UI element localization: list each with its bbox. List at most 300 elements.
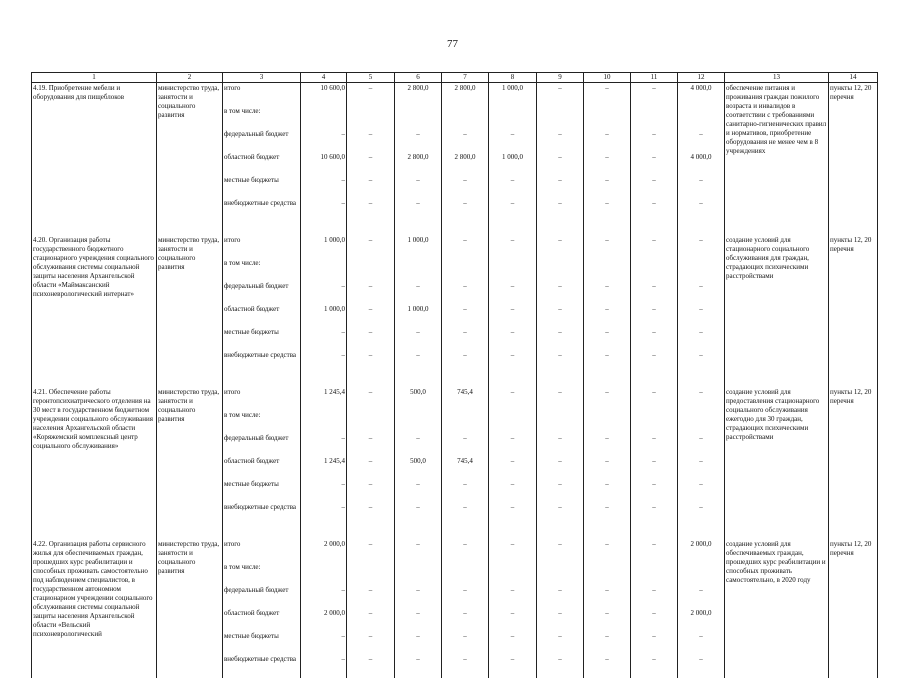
separator-cell [347, 374, 395, 387]
list-points: пункты 12, 20 перечня [829, 83, 878, 223]
amount-value: – [585, 632, 629, 655]
amount-value [632, 563, 676, 586]
amount-value: – [490, 632, 535, 655]
separator-cell [489, 222, 537, 235]
amount-value: – [679, 480, 723, 503]
amount-value: – [585, 434, 629, 457]
separator-cell [157, 374, 223, 387]
separator-cell [537, 374, 584, 387]
amount-value: – [632, 388, 676, 411]
amount-value: – [490, 388, 535, 411]
amount-value [585, 411, 629, 434]
amount-value: – [396, 609, 440, 632]
amount-value: – [632, 236, 676, 259]
expected-result: создание условий для стационарного социального обслуживания для граждан, страдающих психическими расстройствами [725, 235, 829, 374]
program-table [31, 72, 878, 678]
amount-value: – [348, 351, 393, 374]
amount-value: – [490, 540, 535, 563]
amount-value: – [396, 540, 440, 563]
amount-value: – [585, 503, 629, 526]
amount-value: 2 000,0 [302, 540, 345, 563]
funding-source-label: итого [224, 540, 299, 563]
table-row [32, 539, 878, 678]
amount-column [442, 235, 489, 374]
column-header: 6 [395, 73, 442, 83]
amount-value: 1 000,0 [490, 153, 535, 176]
amount-value [538, 563, 582, 586]
funding-sources [223, 235, 301, 374]
separator-cell [725, 526, 829, 539]
separator-cell [584, 374, 631, 387]
amount-column [347, 235, 395, 374]
column-header: 13 [725, 73, 829, 83]
separator-cell [678, 374, 725, 387]
amount-column [442, 83, 489, 223]
page-number: 77 [0, 38, 905, 50]
funding-source-label: внебюджетные средства [224, 655, 299, 678]
amount-value: – [490, 480, 535, 503]
amount-value: – [632, 199, 676, 222]
amount-value: – [538, 586, 582, 609]
amount-value: 1 000,0 [396, 236, 440, 259]
amount-value: – [490, 328, 535, 351]
amount-value [396, 107, 440, 130]
amount-value: – [348, 282, 393, 305]
amount-value: – [443, 540, 487, 563]
amount-value: – [585, 540, 629, 563]
column-header: 9 [537, 73, 584, 83]
amount-value: – [679, 130, 723, 153]
amount-value: – [302, 586, 345, 609]
amount-value: – [443, 480, 487, 503]
amount-value: – [443, 655, 487, 678]
amount-value: – [538, 282, 582, 305]
separator-cell [725, 222, 829, 235]
amount-value: – [443, 199, 487, 222]
separator-cell [442, 374, 489, 387]
amount-column [678, 387, 725, 526]
amount-value: – [585, 655, 629, 678]
amount-value: – [585, 609, 629, 632]
amount-value [348, 107, 393, 130]
amount-column [442, 387, 489, 526]
amount-value: – [396, 130, 440, 153]
amount-value: – [538, 176, 582, 199]
table-body [32, 83, 878, 678]
amount-value [585, 107, 629, 130]
amount-value: – [396, 176, 440, 199]
amount-value: – [348, 457, 393, 480]
amount-value: – [679, 586, 723, 609]
amount-value: – [348, 199, 393, 222]
amount-value: – [632, 130, 676, 153]
separator-cell [395, 374, 442, 387]
funding-source-label: внебюджетные средства [224, 199, 299, 222]
funding-source-label: областной бюджет [224, 609, 299, 632]
amount-value: – [302, 632, 345, 655]
amount-column [442, 539, 489, 678]
amount-column [678, 235, 725, 374]
amount-value: 1 000,0 [302, 236, 345, 259]
column-header: 5 [347, 73, 395, 83]
amount-value: – [632, 586, 676, 609]
amount-value: – [348, 434, 393, 457]
amount-value: – [302, 130, 345, 153]
funding-source-label: итого [224, 84, 299, 107]
funding-source-label: в том числе: [224, 411, 299, 434]
amount-value: – [632, 503, 676, 526]
amount-column [584, 539, 631, 678]
amount-value: – [679, 457, 723, 480]
amount-value: 2 800,0 [443, 84, 487, 107]
amount-value: – [632, 632, 676, 655]
funding-source-label: областной бюджет [224, 457, 299, 480]
amount-value: – [538, 351, 582, 374]
amount-value: – [679, 655, 723, 678]
funding-source-label: внебюджетные средства [224, 351, 299, 374]
measure-name: 4.21. Обеспечение работы геронтопсихиатрического отделения на 30 мест в государственном бюджетном учреждении социального обслуживания населения Архангельской области «Коряжемский комплексный центр социального обслуживания» [32, 387, 157, 526]
amount-value [538, 259, 582, 282]
separator-cell [395, 526, 442, 539]
amount-column [395, 83, 442, 223]
column-header: 7 [442, 73, 489, 83]
amount-column [489, 387, 537, 526]
funding-source-label: в том числе: [224, 107, 299, 130]
amount-value: – [490, 236, 535, 259]
column-header: 1 [32, 73, 157, 83]
separator-cell [157, 526, 223, 539]
measure-name: 4.20. Организация работы государственного бюджетного стационарного учреждения социального обслуживания системы социальной защиты населения Архангельской области «Маймаксанский психоневрологический интернат» [32, 235, 157, 374]
funding-sources [223, 387, 301, 526]
executor: министерство труда, занятости и социального развития [157, 387, 223, 526]
amount-column [584, 235, 631, 374]
column-header: 14 [829, 73, 878, 83]
separator-cell [725, 374, 829, 387]
amount-column [301, 539, 347, 678]
column-header: 11 [631, 73, 678, 83]
amount-value: 2 800,0 [396, 153, 440, 176]
row-separator [32, 526, 878, 539]
amount-value [348, 259, 393, 282]
amount-column [489, 539, 537, 678]
amount-value: – [538, 540, 582, 563]
measure-name: 4.19. Приобретение мебели и оборудования для пищеблоков [32, 83, 157, 223]
amount-value: – [443, 282, 487, 305]
amount-column [301, 235, 347, 374]
amount-value [632, 259, 676, 282]
amount-value: 10 600,0 [302, 153, 345, 176]
amount-value: – [490, 434, 535, 457]
amount-value: – [538, 199, 582, 222]
expected-result: создание условий для предоставления стационарного социального обслуживания ежегодно для 30 граждан, страдающих психическими расстройствами [725, 387, 829, 526]
separator-cell [395, 222, 442, 235]
amount-value: – [490, 351, 535, 374]
amount-column [678, 83, 725, 223]
amount-value: – [396, 434, 440, 457]
amount-value: – [679, 328, 723, 351]
amount-column [631, 387, 678, 526]
amount-value [585, 563, 629, 586]
amount-value: – [538, 388, 582, 411]
list-points: пункты 12, 20 перечня [829, 235, 878, 374]
column-header: 8 [489, 73, 537, 83]
amount-value: – [585, 351, 629, 374]
amount-value: – [348, 328, 393, 351]
amount-column [537, 387, 584, 526]
funding-source-label: местные бюджеты [224, 632, 299, 655]
amount-value: – [538, 457, 582, 480]
table-row [32, 235, 878, 374]
funding-sources [223, 83, 301, 223]
amount-column [537, 235, 584, 374]
amount-value: 500,0 [396, 457, 440, 480]
amount-value: 1 245,4 [302, 457, 345, 480]
amount-value: – [443, 632, 487, 655]
amount-value: 500,0 [396, 388, 440, 411]
amount-value: 1 245,4 [302, 388, 345, 411]
amount-column [537, 539, 584, 678]
funding-source-label: итого [224, 388, 299, 411]
funding-source-label: местные бюджеты [224, 176, 299, 199]
separator-cell [829, 222, 878, 235]
amount-value: – [679, 176, 723, 199]
amount-value: – [585, 328, 629, 351]
amount-value: 2 000,0 [679, 540, 723, 563]
separator-cell [223, 526, 301, 539]
amount-value [679, 259, 723, 282]
amount-value: 745,4 [443, 388, 487, 411]
row-separator [32, 222, 878, 235]
row-separator [32, 374, 878, 387]
funding-source-label: итого [224, 236, 299, 259]
amount-value: – [585, 480, 629, 503]
separator-cell [537, 526, 584, 539]
separator-cell [678, 526, 725, 539]
separator-cell [347, 526, 395, 539]
amount-value [396, 259, 440, 282]
amount-value: – [490, 503, 535, 526]
amount-value: – [396, 632, 440, 655]
amount-value: – [348, 632, 393, 655]
amount-value: – [679, 503, 723, 526]
amount-value: – [632, 434, 676, 457]
separator-cell [301, 374, 347, 387]
amount-value: – [538, 153, 582, 176]
separator-cell [537, 222, 584, 235]
separator-cell [442, 526, 489, 539]
amount-value: – [396, 282, 440, 305]
column-header: 3 [223, 73, 301, 83]
separator-cell [678, 222, 725, 235]
amount-value: – [538, 434, 582, 457]
amount-value: – [632, 305, 676, 328]
separator-cell [584, 222, 631, 235]
amount-value: – [632, 609, 676, 632]
amount-value: – [302, 351, 345, 374]
amount-value: – [632, 176, 676, 199]
amount-value: – [490, 130, 535, 153]
amount-value: – [538, 655, 582, 678]
separator-cell [157, 222, 223, 235]
amount-value: – [679, 199, 723, 222]
amount-value: – [585, 305, 629, 328]
amount-value: – [348, 540, 393, 563]
funding-sources [223, 539, 301, 678]
amount-value: – [632, 655, 676, 678]
amount-value: – [490, 176, 535, 199]
amount-column [301, 83, 347, 223]
amount-value: – [490, 199, 535, 222]
amount-value: – [538, 236, 582, 259]
amount-value: – [585, 153, 629, 176]
amount-value: – [632, 153, 676, 176]
separator-cell [32, 374, 157, 387]
amount-column [678, 539, 725, 678]
list-points: пункты 12, 20 перечня [829, 539, 878, 678]
amount-value [679, 107, 723, 130]
amount-value: – [302, 176, 345, 199]
amount-value [490, 563, 535, 586]
amount-column [347, 539, 395, 678]
amount-column [631, 539, 678, 678]
amount-value [443, 563, 487, 586]
amount-column [489, 235, 537, 374]
amount-value: 1 000,0 [396, 305, 440, 328]
amount-value [443, 107, 487, 130]
column-header: 10 [584, 73, 631, 83]
amount-value: 2 800,0 [443, 153, 487, 176]
amount-column [347, 83, 395, 223]
amount-value [302, 411, 345, 434]
amount-value: – [679, 305, 723, 328]
amount-value: – [443, 503, 487, 526]
amount-value: – [396, 199, 440, 222]
amount-value: – [632, 328, 676, 351]
separator-cell [631, 222, 678, 235]
amount-value: – [585, 236, 629, 259]
amount-value: – [396, 480, 440, 503]
funding-source-label: местные бюджеты [224, 480, 299, 503]
measure-name: 4.22. Организация работы сервисного жилья для обеспечиваемых граждан, прошедших курс реабилитации и способных проживать самостоятельно под наблюдением специалистов, в государственном автономном стационарном учреждении социального обслуживания системы социальной защиты населения Архангельской области «Вельский психоневрологический [32, 539, 157, 678]
amount-value: – [302, 655, 345, 678]
separator-cell [223, 222, 301, 235]
amount-value: 745,4 [443, 457, 487, 480]
column-header: 12 [678, 73, 725, 83]
amount-value: – [490, 305, 535, 328]
amount-value: – [302, 503, 345, 526]
amount-value: – [538, 480, 582, 503]
amount-value: – [632, 84, 676, 107]
amount-value: – [396, 328, 440, 351]
amount-value: – [585, 176, 629, 199]
amount-value [443, 411, 487, 434]
amount-value: 1 000,0 [490, 84, 535, 107]
separator-cell [32, 222, 157, 235]
list-points: пункты 12, 20 перечня [829, 387, 878, 526]
amount-value: – [348, 586, 393, 609]
amount-value: – [679, 236, 723, 259]
amount-value: 10 600,0 [302, 84, 345, 107]
amount-value: – [348, 84, 393, 107]
amount-value [396, 411, 440, 434]
amount-value: – [348, 130, 393, 153]
amount-value: – [443, 351, 487, 374]
separator-cell [631, 526, 678, 539]
amount-value [348, 563, 393, 586]
amount-value: 2 000,0 [302, 609, 345, 632]
amount-column [631, 83, 678, 223]
amount-value: – [443, 328, 487, 351]
amount-column [395, 387, 442, 526]
amount-value: – [348, 655, 393, 678]
funding-source-label: внебюджетные средства [224, 503, 299, 526]
amount-value: – [538, 84, 582, 107]
funding-source-label: в том числе: [224, 259, 299, 282]
funding-source-label: областной бюджет [224, 153, 299, 176]
expected-result: создание условий для обеспечиваемых граждан, прошедших курс реабилитации и способных проживать самостоятельно, в 2020 году [725, 539, 829, 678]
amount-value: – [302, 282, 345, 305]
amount-value: – [348, 480, 393, 503]
amount-value: – [632, 351, 676, 374]
amount-value: – [443, 305, 487, 328]
funding-source-label: федеральный бюджет [224, 434, 299, 457]
amount-column [631, 235, 678, 374]
amount-value: – [632, 540, 676, 563]
amount-value: 2 800,0 [396, 84, 440, 107]
separator-cell [32, 526, 157, 539]
amount-value: – [443, 434, 487, 457]
separator-cell [223, 374, 301, 387]
amount-value: – [585, 586, 629, 609]
amount-value [632, 411, 676, 434]
amount-column [347, 387, 395, 526]
amount-value: – [679, 351, 723, 374]
separator-cell [829, 374, 878, 387]
column-header: 4 [301, 73, 347, 83]
separator-cell [347, 222, 395, 235]
amount-value: – [538, 328, 582, 351]
separator-cell [301, 222, 347, 235]
amount-value: – [348, 609, 393, 632]
amount-value: – [348, 503, 393, 526]
amount-value [348, 411, 393, 434]
amount-value [302, 107, 345, 130]
amount-value [679, 563, 723, 586]
amount-value: 1 000,0 [302, 305, 345, 328]
amount-value: – [632, 282, 676, 305]
amount-value [632, 107, 676, 130]
amount-value: – [348, 236, 393, 259]
amount-value: – [348, 153, 393, 176]
amount-value [490, 411, 535, 434]
amount-column [537, 83, 584, 223]
amount-value: – [443, 176, 487, 199]
amount-value: – [585, 199, 629, 222]
amount-value: – [348, 176, 393, 199]
funding-source-label: областной бюджет [224, 305, 299, 328]
amount-value: – [585, 282, 629, 305]
amount-column [584, 387, 631, 526]
amount-value: – [538, 632, 582, 655]
amount-value: – [679, 282, 723, 305]
amount-value: – [302, 199, 345, 222]
amount-value: – [490, 457, 535, 480]
amount-value: – [585, 84, 629, 107]
column-header: 2 [157, 73, 223, 83]
funding-source-label: федеральный бюджет [224, 130, 299, 153]
separator-cell [489, 526, 537, 539]
amount-column [301, 387, 347, 526]
